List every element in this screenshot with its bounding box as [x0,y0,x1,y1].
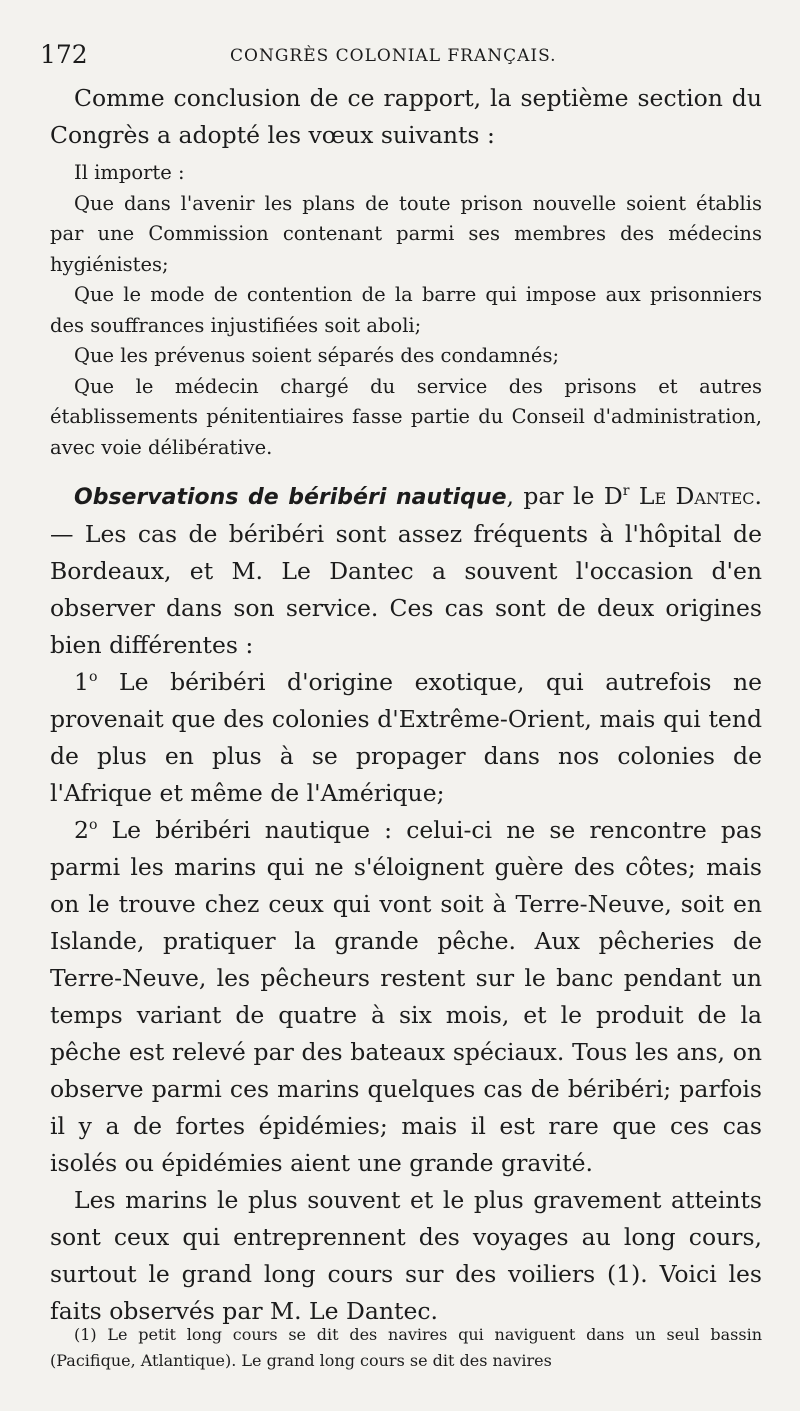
section-by: , par le D [506,482,623,510]
footnote: (1) Le petit long cours se dit des navires qui naviguent dans un seul bassin (Pacifique, Atlantique). Le grand long cours se dit des navires [50,1325,762,1370]
para2-text: Le béribéri nautique : celui-ci ne se rencontre pas parmi les marins qui ne s'éloignent guère des côtes; mais on le trouve chez ceux qui vont soit à Terre-Neuve, soit en Islande, pratiquer la grande pêche. Aux pêcheries de Terre-Neuve, les pêcheurs restent sur le banc pendant un temps variant de quatre à six mois, et le produit de la pêche est relevé par des bateaux spéciaux. Tous les ans, on observe parmi ces marins quelques cas de béribéri; parfois il y a de fortes épidémies; mais il est rare que ces cas isolés ou épidémies aient une grande gravité. [50,816,762,1177]
wish-item: Que le mode de contention de la barre qui impose aux prisonniers des souffrances injustifiées soit aboli; [50,283,762,337]
section-block [50,478,762,1330]
intro-paragraph: Comme conclusion de ce rapport, la septième section du Congrès a adopté les vœux suivants : [50,84,762,149]
paragraph-2 [50,812,762,1182]
section-author: Le Dantec [638,482,755,510]
section-heading: Observations de béribéri nautique [74,485,507,510]
intro-block [50,80,762,154]
para2-sup: o [88,817,98,834]
paragraph-1 [50,664,762,812]
paragraph-3: Les marins le plus souvent et le plus gravement atteints sont ceux qui entreprennent des voyages au long cours, surtout le grand long cours sur des voiliers (1). Voici les faits observés par M. Le Dantec. [50,1186,762,1325]
para1-number: 1 [74,668,89,696]
running-title: CONGRÈS COLONIAL FRANÇAIS. [230,46,557,66]
para1-text: Le béribéri d'origine exotique, qui autrefois ne provenait que des colonies d'Extrême-Orient, mais qui tend de plus en plus à se propager dans nos colonies de l'Afrique et même de l'Amérique; [50,668,762,807]
wishes-lead: Il importe : [74,161,185,184]
section-lead-text: . — Les cas de béribéri sont assez fréquents à l'hôpital de Bordeaux, et M. Le Dantec a souvent l'occasion d'en observer dans son service. Ces cas sont de deux origines bien différentes : [50,482,762,659]
wish-item: Que dans l'avenir les plans de toute prison nouvelle soient établis par une Commission contenant parmi ses membres des médecins hygiénistes; [50,191,762,276]
page-header [40,40,760,74]
section-lead-paragraph [50,478,762,664]
para1-sup: o [88,669,98,686]
footnote-block [50,1322,762,1374]
wish-item: Que le médecin chargé du service des prisons et autres établissements pénitentiaires fasse partie du Conseil d'administration, avec voie délibérative. [50,374,762,459]
section-by-sup: r [622,483,630,500]
wish-item: Que les prévenus soient séparés des condamnés; [74,344,560,367]
page-number: 172 [40,40,88,69]
wishes-block [50,158,762,463]
para2-number: 2 [74,816,89,844]
